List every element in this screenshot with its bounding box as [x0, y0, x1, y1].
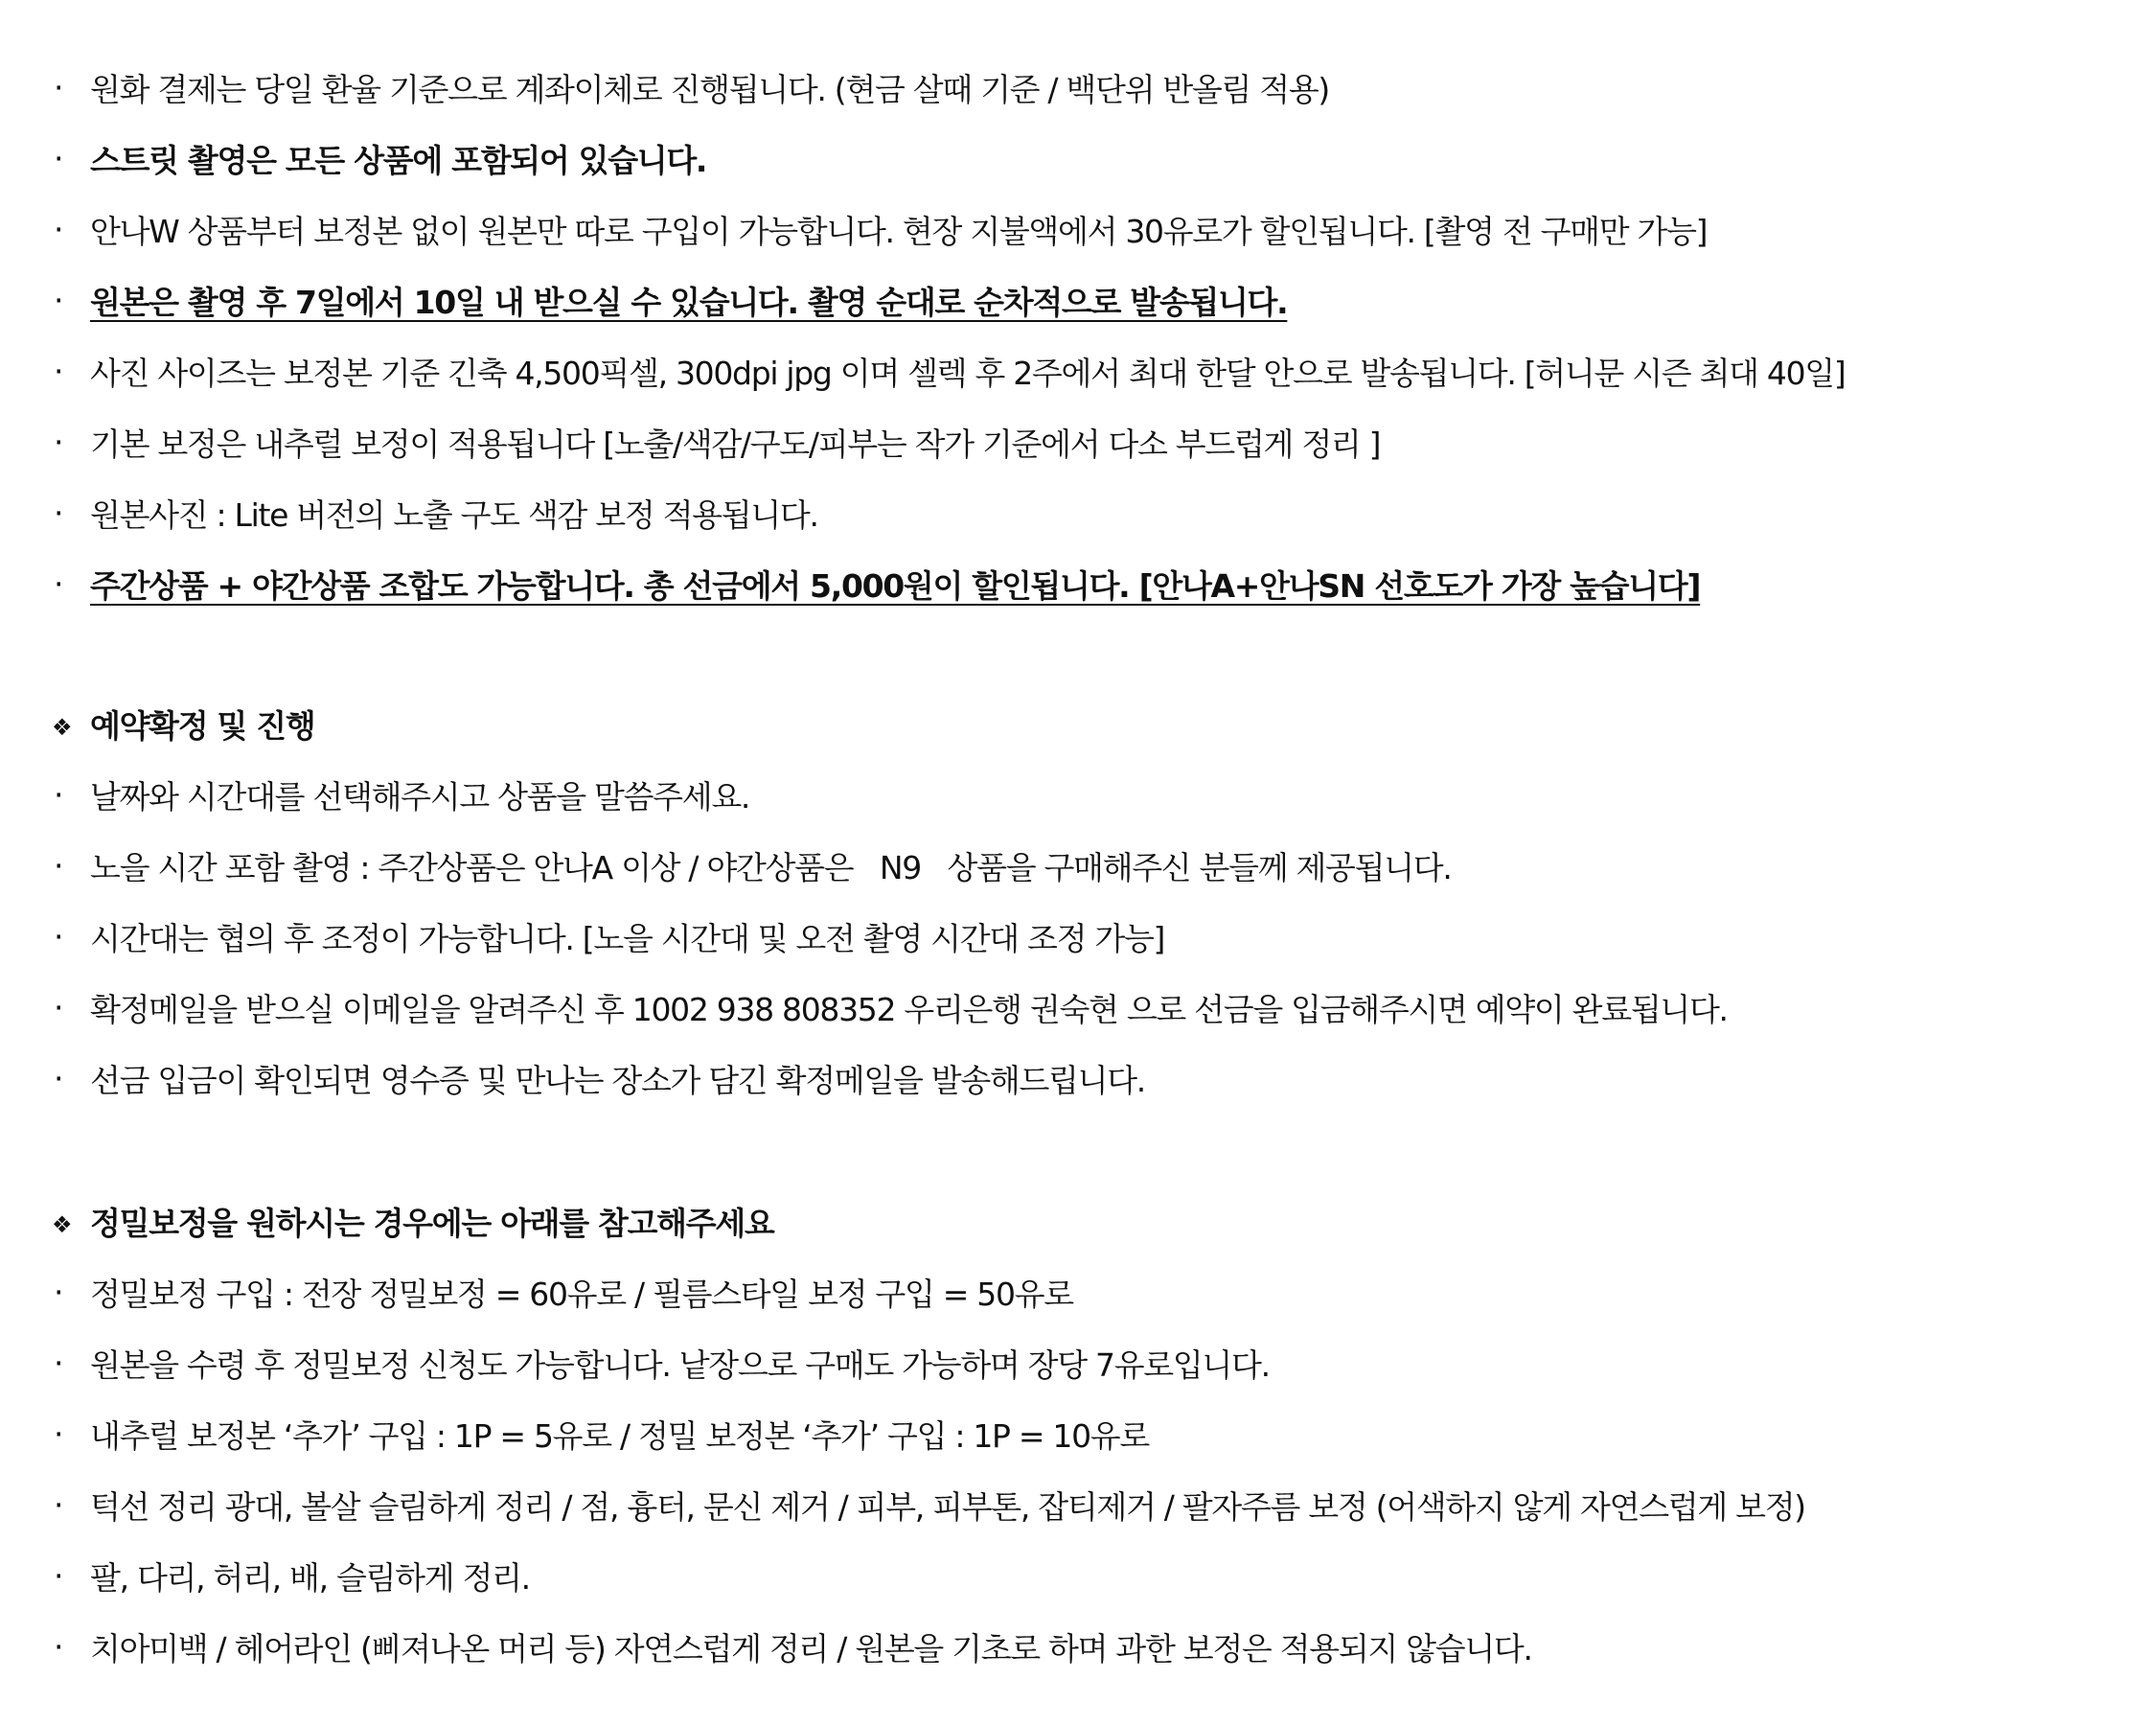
list-item: [50, 406, 2120, 477]
bullet-icon: ·: [54, 1627, 64, 1666]
bullet-icon: ·: [54, 775, 64, 814]
list-item: [50, 1256, 2120, 1327]
list-item-text: 내추럴 보정본 ‘추가’ 구입 : 1P = 5유로 / 정밀 보정본 ‘추가’ 구입 : 1P = 10유로: [90, 1416, 1149, 1455]
list-item: [50, 1327, 2120, 1398]
list-item: [50, 52, 2120, 123]
list-item-text: 원화 결제는 당일 환율 기준으로 계좌이체로 진행됩니다. (현금 살때 기준 / 백단위 반올림 적용): [90, 70, 1330, 108]
bullet-icon: ·: [54, 210, 64, 248]
bullet-icon: ·: [54, 352, 64, 390]
bullet-icon: ·: [54, 1059, 64, 1097]
list-item: [50, 477, 2120, 548]
general-notes-section: [50, 52, 2120, 619]
list-item: [50, 759, 2120, 830]
list-item-text: 노을 시간 포함 촬영 : 주간상품은 안나A 이상 / 야간상품은 N9 상품을 구매해주신 분들께 제공됩니다.: [90, 848, 1452, 886]
section-heading: [50, 1185, 2120, 1256]
reservation-section: [50, 688, 2120, 1114]
bullet-icon: ·: [54, 68, 64, 106]
bullet-icon: ·: [54, 139, 64, 177]
bullet-icon: ·: [54, 917, 64, 955]
list-item-text: 스트릿 촬영은 모든 상품에 포함되어 있습니다.: [90, 141, 707, 179]
list-item: [50, 123, 2120, 194]
bullet-icon: ·: [54, 846, 64, 885]
list-item-text: 확정메일을 받으실 이메일을 알려주신 후 1002 938 808352 우리은행 권숙현 으로 선금을 입금해주시면 예약이 완료됩니다.: [90, 990, 1728, 1028]
bullet-icon: ·: [54, 988, 64, 1026]
list-item: [50, 335, 2120, 406]
list-item-text: 치아미백 / 헤어라인 (삐져나온 머리 등) 자연스럽게 정리 / 원본을 기초로 하며 과한 보정은 적용되지 않습니다.: [90, 1629, 1532, 1668]
bullet-icon: ·: [54, 423, 64, 461]
list-item: [50, 1469, 2120, 1540]
list-item: [50, 972, 2120, 1043]
list-item: [50, 901, 2120, 972]
list-item-text: 원본사진 : Lite 버전의 노출 구도 색감 보정 적용됩니다.: [90, 495, 818, 534]
list-item-text: 선금 입금이 확인되면 영수증 및 만나는 장소가 담긴 확정메일을 발송해드립니다.: [90, 1061, 1145, 1099]
list-item-text: 정밀보정 구입 : 전장 정밀보정 = 60유로 / 필름스타일 보정 구입 = 50유로: [90, 1275, 1073, 1313]
list-item: [50, 264, 2120, 335]
list-item: [50, 194, 2120, 264]
bullet-icon: ·: [54, 564, 64, 603]
list-item: [50, 1611, 2120, 1682]
list-item-text: 턱선 정리 광대, 볼살 슬림하게 정리 / 점, 흉터, 문신 제거 / 피부, 피부톤, 잡티제거 / 팔자주름 보정 (어색하지 않게 자연스럽게 보정): [90, 1487, 1805, 1526]
list-item-text: 원본을 수령 후 정밀보정 신청도 가능합니다. 낱장으로 구매도 가능하며 장당 7유로입니다.: [90, 1346, 1270, 1384]
list-item-text: 기본 보정은 내추럴 보정이 적용됩니다 [노출/색감/구도/피부는 작가 기준에서 다소 부드럽게 정리 ]: [90, 425, 1381, 463]
bullet-icon: ·: [54, 1556, 64, 1595]
list-item: [50, 1540, 2120, 1611]
bullet-icon: ·: [54, 1414, 64, 1453]
bullet-icon: ·: [54, 1485, 64, 1524]
list-item-text: 사진 사이즈는 보정본 기준 긴축 4,500픽셀, 300dpi jpg 이며 셀렉 후 2주에서 최대 한달 안으로 발송됩니다. [허니문 시즌 최대 40일]: [90, 354, 1846, 392]
bullet-icon: ·: [54, 1344, 64, 1382]
list-item-text: 주간상품 + 야간상품 조합도 가능합니다. 총 선금에서 5,000원이 할인됩니다. [안나A+안나SN 선호도가 가장 높습니다]: [90, 566, 1701, 605]
diamond-bullet-icon: ❖: [52, 1210, 73, 1238]
list-item: [50, 1398, 2120, 1469]
section-heading-text: 정밀보정을 원하시는 경우에는 아래를 참고해주세요: [90, 1204, 774, 1242]
list-item-text: 안나W 상품부터 보정본 없이 원본만 따로 구입이 가능합니다. 현장 지불액에서 30유로가 할인됩니다. [촬영 전 구매만 가능]: [90, 212, 1708, 250]
list-item: [50, 830, 2120, 901]
bullet-icon: ·: [54, 281, 64, 319]
list-item-text: 팔, 다리, 허리, 배, 슬림하게 정리.: [90, 1558, 530, 1597]
diamond-bullet-icon: ❖: [52, 713, 73, 741]
list-item: [50, 548, 2120, 619]
list-item: [50, 1043, 2120, 1114]
list-item-text: 날짜와 시간대를 선택해주시고 상품을 말씀주세요.: [90, 777, 750, 816]
section-heading: [50, 688, 2120, 759]
list-item-text: 시간대는 협의 후 조정이 가능합니다. [노을 시간대 및 오전 촬영 시간대 조정 가능]: [90, 919, 1165, 957]
section-heading-text: 예약확정 및 진행: [90, 706, 315, 745]
retouching-section: [50, 1185, 2120, 1682]
list-item-text: 원본은 촬영 후 7일에서 10일 내 받으실 수 있습니다. 촬영 순대로 순차적으로 발송됩니다.: [90, 283, 1288, 321]
bullet-icon: ·: [54, 1273, 64, 1311]
bullet-icon: ·: [54, 494, 64, 532]
